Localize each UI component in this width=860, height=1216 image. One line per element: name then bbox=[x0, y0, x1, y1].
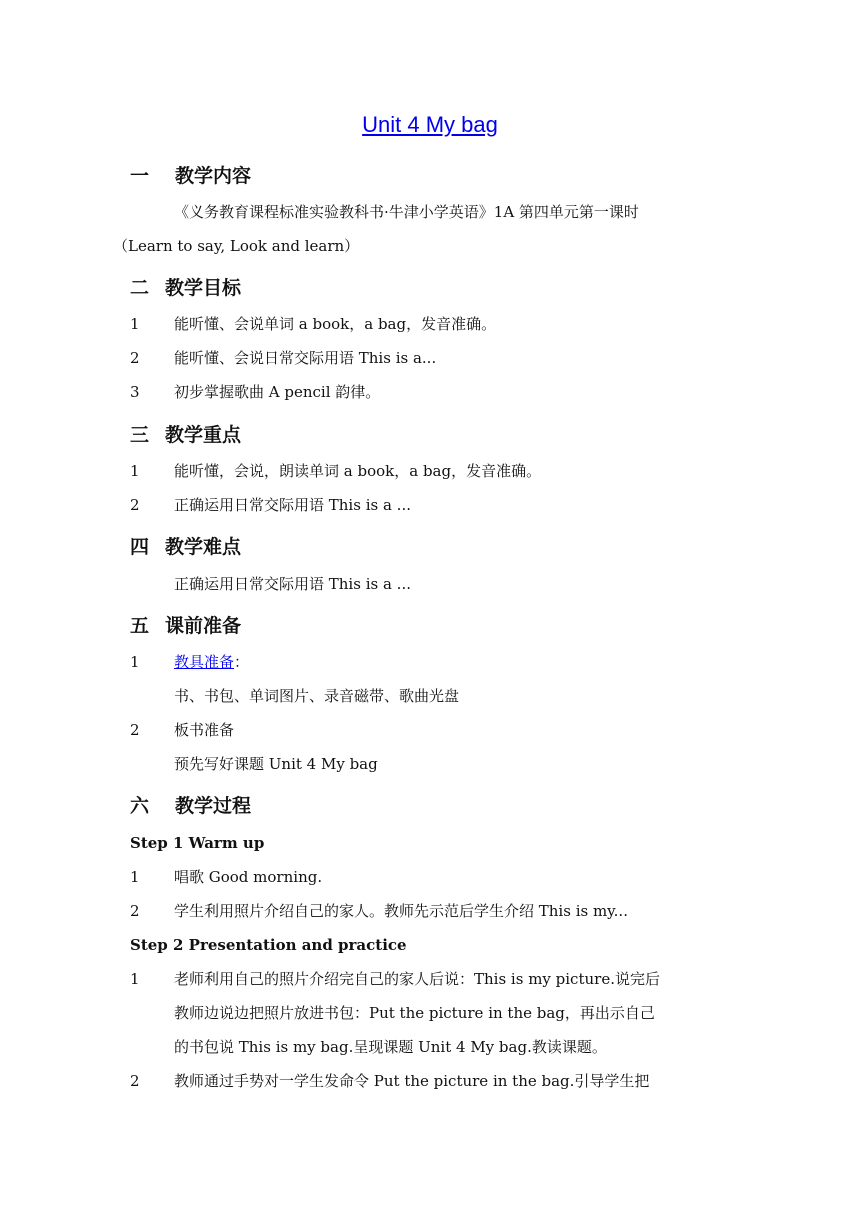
section-heading-key-points bbox=[130, 420, 241, 447]
section-title: 教学目标 bbox=[165, 277, 242, 299]
section-heading-difficulty bbox=[130, 532, 241, 559]
section-heading-content bbox=[130, 161, 251, 188]
prep-detail: 书、书包、单词图片、录音磁带、歌曲光盘 bbox=[174, 687, 460, 705]
step-heading: Step 2 Presentation and practice bbox=[130, 936, 407, 954]
list-item: 能听懂，会说，朗读单词 a book，a bag，发音准确。 bbox=[174, 462, 542, 480]
list-number: 1 bbox=[130, 868, 140, 886]
section-number: 一 bbox=[130, 165, 150, 187]
list-item-line: 教师边说边把照片放进书包：Put the picture in the bag，再出示自己 bbox=[174, 1004, 655, 1022]
section-heading-goals bbox=[130, 273, 241, 300]
colon: ： bbox=[234, 653, 250, 671]
section-heading-process bbox=[130, 791, 251, 818]
section-title: 教学难点 bbox=[165, 536, 242, 558]
section-number: 三 bbox=[130, 424, 150, 446]
list-number: 1 bbox=[130, 315, 140, 333]
list-item: 正确运用日常交际用语 This is a ... bbox=[174, 496, 411, 514]
list-number: 2 bbox=[130, 721, 140, 739]
section-number: 四 bbox=[130, 536, 150, 558]
list-item: 唱歌 Good morning. bbox=[174, 868, 323, 886]
list-number: 2 bbox=[130, 1072, 140, 1090]
list-number: 1 bbox=[130, 653, 140, 671]
list-item: 板书准备 bbox=[174, 721, 235, 739]
teaching-aids-link[interactable]: 教具准备 bbox=[174, 653, 235, 671]
list-item: 能听懂、会说单词 a book，a bag，发音准确。 bbox=[174, 315, 497, 333]
list-item-line: 教师通过手势对一学生发命令 Put the picture in the bag.引导学生把 bbox=[174, 1072, 650, 1090]
section-heading-preparation bbox=[130, 611, 241, 638]
content-line: （Learn to say, Look and learn） bbox=[113, 237, 360, 255]
prep-detail: 预先写好课题 Unit 4 My bag bbox=[174, 755, 378, 773]
document-title[interactable]: Unit 4 My bag bbox=[362, 112, 498, 137]
list-number: 2 bbox=[130, 349, 140, 367]
list-item-line: 的书包说 This is my bag.呈现课题 Unit 4 My bag.教读课题。 bbox=[174, 1038, 607, 1056]
section-title: 教学重点 bbox=[165, 424, 242, 446]
list-item: 学生利用照片介绍自己的家人。教师先示范后学生介绍 This is my... bbox=[174, 902, 628, 920]
list-item: 能听懂、会说日常交际用语 This is a... bbox=[174, 349, 437, 367]
section-number: 五 bbox=[130, 615, 150, 637]
step-heading: Step 1 Warm up bbox=[130, 834, 265, 852]
section-title: 课前准备 bbox=[165, 615, 242, 637]
list-number: 2 bbox=[130, 496, 140, 514]
section-title: 教学过程 bbox=[175, 795, 252, 817]
difficulty-text: 正确运用日常交际用语 This is a ... bbox=[174, 575, 411, 593]
list-item bbox=[174, 652, 249, 672]
list-number: 1 bbox=[130, 970, 140, 988]
list-number: 3 bbox=[130, 383, 140, 401]
list-number: 2 bbox=[130, 902, 140, 920]
list-item: 初步掌握歌曲 A pencil 韵律。 bbox=[174, 383, 381, 401]
section-title: 教学内容 bbox=[175, 165, 252, 187]
list-number: 1 bbox=[130, 462, 140, 480]
section-number: 六 bbox=[130, 795, 150, 817]
content-line: 《义务教育课程标准实验教科书·牛津小学英语》1A 第四单元第一课时 bbox=[174, 203, 639, 221]
section-number: 二 bbox=[130, 277, 150, 299]
list-item-line: 老师利用自己的照片介绍完自己的家人后说：This is my picture.说完后 bbox=[174, 970, 660, 988]
